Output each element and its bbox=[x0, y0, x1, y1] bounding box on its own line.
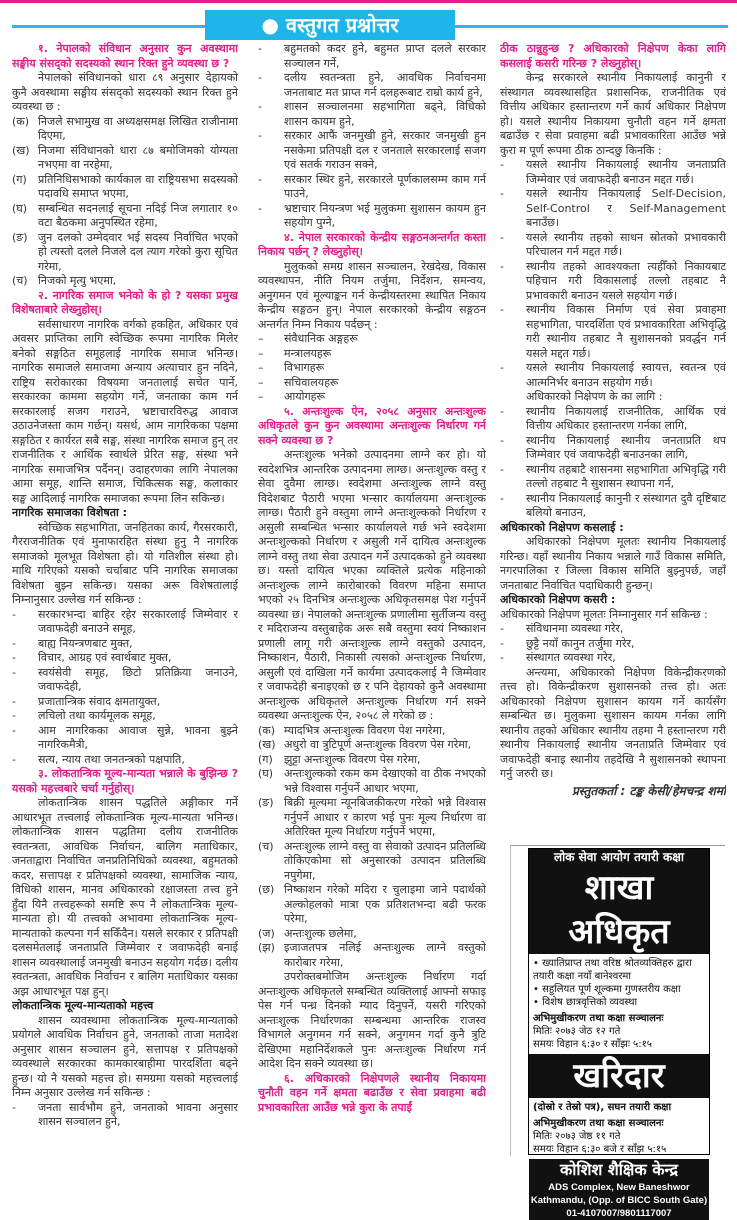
list-marker: - bbox=[500, 259, 504, 273]
question-heading: ६. अधिकारको निक्षेपणले स्थानीय निकायमा चुनौती वहन गर्ने क्षमता बढाउँछ र सेवा प्रवाहमा बढी प्रभावकारिता आउँछ भन्ने कुरा के तपाईं bbox=[258, 1071, 486, 1114]
list-marker: (ग) bbox=[258, 752, 273, 766]
list-item bbox=[12, 651, 238, 666]
list-item-text: स्थानीय तहको आवश्यकता त्यहीँको निकायबाट पहिचान गरी विकासलाई तल्लो तहबाट नै प्रभावकारी बनाउन यसले सहयोग गर्छ। bbox=[526, 259, 726, 302]
header-rule-left bbox=[12, 25, 207, 28]
paragraph: लोकतान्त्रिक शासन पद्धतिले अङ्गीकार गर्ने आधारभूत तत्त्वलाई लोकतान्त्रिक मूल्य-मान्यता भनिन्छ। लोकतान्त्रिक शासन पद्धतिमा दलीय राजनीतिक स्वतन्त्रता, आवधिक निर्वाचन, बालिग मताधिकार, जनताद्वारा निर्वाचित जनप्रतिनिधिको व्यवस्था, बहुमतको कदर, सत्तापक्ष र प्रतिपक्षको व्यवस्था, सामाजिक न्याय, विधिको शासन, मानव अधिकारको रक्षाजस्ता तत्त्व हुने हुँदा यिनै तत्त्वहरूको समष्टि रूप नै लोकतान्त्रिक मूल्य-मान्यता हो। यी तत्त्वको अभावमा लोकतान्त्रिक मूल्य-मान्यताको कल्पना गर्न सकिँदैन। यसले सरकार र प्रतिपक्षी दलसमेतलाई जनताप्रति जिम्मेवार र जवाफदेही बनाई शासन व्यवस्थालाई जनमुखी बनाउन सहयोग गर्दछ। दलीय स्वतन्त्रता, आवधिक निर्वाचन र बालिग मताधिकार यसका अझ आधारभूत पक्ष हुन्। bbox=[12, 796, 238, 998]
list-marker: – bbox=[258, 346, 264, 360]
list-item bbox=[12, 695, 238, 710]
list-marker: (क) bbox=[12, 114, 30, 128]
list-item bbox=[500, 434, 726, 463]
paragraph: अधिकारको निक्षेपण मूलतः निम्नानुसार गर्न सकिन्छ : bbox=[500, 607, 708, 621]
subheading: अधिकारको निक्षेपण कसलाई : bbox=[500, 520, 624, 534]
list-marker: - bbox=[500, 491, 504, 505]
list-item-text: सम्बन्धित सदनलाई सूचना नदिई निज लगातार १० वटा बैठकमा अनुपस्थित रहेमा, bbox=[38, 201, 238, 229]
list-item-text: बिक्री मूल्यमा न्यूनबिजकीकरण गरेको भन्ने विश्वास गर्नुपर्ने आधार र कारण भई पुनः मूल्य निर्धारण वा अतिरिक्त मूल्य निर्धारण गर्नुपर्ने भएमा, bbox=[284, 796, 486, 838]
question-heading: ३. लोकतान्त्रिक मूल्य-मान्यता भन्नाले के बुझिन्छ ? यसको महत्त्वबारे चर्चा गर्नुहोस्। bbox=[12, 767, 238, 795]
list-marker: (ङ) bbox=[12, 230, 28, 244]
paragraph: मुलुकको समग्र शासन सञ्चालन, रेखदेख, विकास व्यवस्थापन, नीति नियम तर्जुमा, निर्देशन, समन्वय, अनुगमन एवं मूल्याङ्कन गर्न केन्द्रीयस्तरमा स्थापित निकाय केन्द्रीय सङ्गठन हुन्। नेपाल सरकारको केन्द्रीय सङ्गठन अन्तर्गत निम्न निकाय पर्दछन् : bbox=[258, 259, 486, 331]
list-marker: - bbox=[258, 42, 262, 55]
list-marker: – bbox=[258, 375, 264, 389]
lettered-list-item bbox=[258, 753, 486, 768]
list-item-text: सत्य, न्याय तथा जनतन्त्रको पक्षपाति, bbox=[38, 752, 185, 766]
list-item bbox=[500, 405, 726, 434]
list-item bbox=[500, 303, 726, 361]
list-item bbox=[500, 361, 726, 390]
list-marker: (घ) bbox=[258, 767, 274, 780]
ad-header: लोक सेवा आयोग तयारी कक्षा bbox=[529, 849, 709, 866]
lettered-list-item bbox=[258, 724, 486, 739]
ad-address: ADS Complex, New Baneshwor bbox=[548, 1182, 690, 1193]
list-item bbox=[258, 332, 486, 347]
list-item-text: प्रजातान्त्रिक संवाद क्षमतायुक्त, bbox=[38, 694, 161, 708]
lettered-list-item bbox=[258, 840, 486, 884]
list-item-text: बहुमतको कदर हुने, बहुमत प्राप्त दलले सरकार सञ्चालन गर्ने, bbox=[284, 42, 486, 70]
list-item bbox=[500, 260, 726, 304]
list-item-text: जनता सार्वभौम हुने, जनताको भावना अनुसार शासन सञ्चालन हुने, bbox=[38, 1100, 238, 1128]
list-item bbox=[258, 376, 486, 391]
ad-phone: 01-4107007/9801117007 bbox=[566, 1208, 672, 1219]
lettered-list-item bbox=[12, 115, 238, 144]
list-marker: - bbox=[500, 404, 504, 418]
list-marker: - bbox=[500, 433, 504, 447]
list-item-text: दलीय स्वतन्त्रता हुने, आवधिक निर्वाचनमा जनताबाट मत प्राप्त गर्न दलहरूबाट राम्रो कार्य हुने, bbox=[284, 71, 486, 99]
list-item-text: अन्तःशुल्क छलेमा, bbox=[284, 926, 357, 940]
list-item-text: निजमा संविधानको धारा ८७ बमोजिमको योग्यता नभएमा वा नरहेमा, bbox=[38, 143, 238, 171]
list-item-text: यसले स्थानीय निकायलाई Self-Decision, Self-Control र Self-Management बनाउँछ। bbox=[526, 187, 726, 229]
list-item-text: भ्रष्टाचार नियन्त्रण भई मुलुकमा सुशासन कायम हुन सहयोग पुग्ने, bbox=[284, 201, 486, 229]
subheading: अधिकारको निक्षेपण कसरी : bbox=[500, 593, 616, 606]
ad-time: समयः विहान ६:३० र साँझः ५:१५ bbox=[533, 1039, 653, 1050]
list-item bbox=[500, 637, 726, 652]
list-item-text: स्थानीय निकायलाई कानुनी र संस्थागत दुवै दृष्टिबाट बलियो बनाउन, bbox=[526, 491, 726, 519]
list-marker: - bbox=[12, 651, 16, 664]
ad-bullet: • विशेष छात्रवृत्तिको व्यवस्था bbox=[533, 997, 638, 1008]
list-item bbox=[500, 463, 726, 492]
list-marker: (छ) bbox=[258, 883, 275, 896]
list-marker: (ङ) bbox=[258, 796, 274, 809]
lettered-list-item bbox=[258, 738, 486, 753]
ad-bullet: • ख्यातिप्राप्त तथा वरिष्ठ श्रोतव्यक्तिहरु द्वारा तयारी कक्षा नयाँ बानेश्वरमा bbox=[533, 958, 692, 982]
ad-org-name: कोशिश शैक्षिक केन्द्र bbox=[560, 1160, 678, 1179]
list-item-text: अन्तःशुल्कको रकम कम देखाएको वा ठीक नभएको भन्ने विश्वास गर्नुपर्ने आधार भएमा, bbox=[284, 767, 486, 795]
list-item-text: आम नागरिकका आवाज सुन्ने, भावना बुझ्ने नागरिकमैत्री, bbox=[38, 723, 238, 751]
lettered-list-item bbox=[12, 173, 238, 202]
list-item bbox=[500, 651, 726, 666]
list-item-text: संस्थागत व्यवस्था गरेर, bbox=[526, 651, 616, 664]
list-item-text: विचार, आग्रह एवं स्वार्थबाट मुक्त, bbox=[38, 651, 172, 664]
list-item-text: स्थानीय तहबाटै शासनमा सहभागिता अभिवृद्धि गरी तल्लो तहबाट नै सुशासन स्थापना गर्न, bbox=[526, 462, 726, 490]
list-item bbox=[500, 492, 726, 521]
question-heading: ठीक ठान्नुहुन्छ ? अधिकारको निक्षेपण केका लागि कसलाई कसरी गरिन्छ ? लेख्नुहोस्। bbox=[500, 42, 726, 70]
lettered-list-item bbox=[258, 767, 486, 796]
subheading: नागरिक समाजका विशेषता : bbox=[12, 506, 128, 519]
list-item-text: जुन दलको उम्मेदवार भई सदस्य निर्वाचित भएको हो त्यस्तो दलले निजले दल त्याग गरेको कुरा सूचित गरेमा, bbox=[38, 230, 238, 273]
list-marker: (ख) bbox=[12, 143, 30, 157]
list-item bbox=[258, 129, 486, 173]
subheading: लोकतान्त्रिक मूल्य-मान्यताको महत्त्व bbox=[12, 999, 154, 1012]
header-rule-right bbox=[453, 25, 728, 28]
ad-course-kharidar: खरिदार bbox=[529, 1054, 709, 1098]
list-item bbox=[258, 173, 486, 202]
list-marker: - bbox=[500, 303, 504, 316]
list-item bbox=[258, 347, 486, 362]
list-item-text: शासन सञ्चालनमा सहभागिता बढ्ने, विधिको शासन कायम हुने, bbox=[284, 100, 486, 128]
list-item bbox=[12, 1101, 238, 1130]
ad-note: (दोस्रो र तेस्रो पत्र), सघन तयारी कक्षा bbox=[533, 1102, 672, 1113]
list-item bbox=[258, 71, 486, 100]
list-marker: (झ) bbox=[258, 941, 275, 954]
list-marker: (ज) bbox=[258, 926, 275, 940]
list-item bbox=[12, 608, 238, 637]
list-marker: – bbox=[258, 361, 264, 374]
lettered-list-item bbox=[258, 927, 486, 942]
list-item-text: अधिकारको निक्षेपण के का लागि : bbox=[526, 390, 663, 403]
list-marker: - bbox=[12, 752, 16, 766]
paragraph: केन्द्र सरकारले स्थानीय निकायलाई कानुनी र संस्थागत व्यवस्थासहित प्रशासनिक, राजनीतिक एवं वित्तीय अधिकार हस्तान्तरण गर्ने कार्य अधिकार निक्षेपण हो। यसले स्थानीय निकायमा चुनौती वहन गर्ने क्षमता बढाउँछ र सेवा प्रवाहमा बढी प्रभावकारिता आउँछ भन्ने कुरा म पूर्ण रूपमा ठीक ठान्दछु किनकि : bbox=[500, 71, 726, 157]
column-3 bbox=[500, 42, 726, 842]
list-marker: - bbox=[258, 172, 262, 186]
paragraph: अन्त्यमा, अधिकारको निक्षेपण विकेन्द्रीकरणको तत्त्व हो। विकेन्द्रीकरण सुशासनको तत्त्व हो। अतः अधिकारको निक्षेपण सुशासन कायम गर्ने कार्यसँग सम्बन्धित छ। मुलुकमा सुशासन कायम गर्नका लागि स्थानीय तहको अधिकार स्थानीय तहमा नै हस्तान्तरण गरी स्थानीय निकायलाई स्थानीय जनताप्रति जिम्मेवार एवं जवाफदेही बनाइ स्थानीय तहदेखि नै सुशासनको स्थापना गर्नु जरुरी छ। bbox=[500, 665, 726, 780]
list-item bbox=[500, 158, 726, 187]
list-item-text: संविधानमा व्यवस्था गरेर, bbox=[526, 622, 624, 635]
ad-orientation: अभिमुखीकरण तथा कक्षा सञ्चालनः bbox=[533, 1013, 664, 1024]
list-item-text: स्थानीय निकायलाई स्थानीय जनताप्रति थप जिम्मेवार एवं जवाफदेही बनाउनका लागि, bbox=[526, 433, 726, 461]
list-marker: - bbox=[500, 230, 504, 244]
list-item-text: सरकार आफैं जनमुखी हुने, सरकार जनमुखी हुन नसकेमा प्रतिपक्षी दल र जनताले सरकारलाई सजग एवं सतर्क गराउन सक्ने, bbox=[284, 129, 486, 171]
list-marker: (ख) bbox=[258, 738, 276, 751]
list-item-text: स्वयंसेवी समूह, छिटो प्रतिक्रिया जनाउने, जवाफदेही, bbox=[38, 665, 238, 693]
list-item-text: निष्काशन गरेको मदिरा र चुलाइमा जाने पदार्थको अल्कोहलको मात्रा एक प्रतिशतभन्दा बढी फरक परेमा, bbox=[284, 883, 486, 925]
ad-time: समयः विहान ६:३० बजे र साँझ ५:१५ bbox=[533, 1144, 667, 1155]
list-marker: - bbox=[12, 709, 16, 722]
list-item bbox=[258, 390, 486, 405]
list-marker: (क) bbox=[258, 723, 276, 737]
list-item-text: विभागहरू bbox=[284, 361, 325, 374]
paragraph: शासन व्यवस्थामा लोकतान्त्रिक मूल्य-मान्यताको प्रयोगले आवधिक निर्वाचन हुने, जनताको ताजा मतादेश अनुसार शासन सञ्चालन हुने, सत्तापक्ष र प्रतिपक्षको व्यवस्थाले सरकारका कामकारबाहीमा पारदर्शिता बढ्ने हुन्छ। यो नै यसको महत्त्व हो। समग्रमा यसको महत्त्वलाई निम्न अनुसार उल्लेख गर्न सकिन्छ : bbox=[12, 1013, 238, 1099]
list-item-text: अन्तःशुल्क लाग्ने वस्तु वा सेवाको उत्पादन प्रतिलब्धि तोकिएकोमा सो अनुसारको उत्पादन प्रतिलब्धि नपुगेमा, bbox=[284, 839, 486, 882]
ad-details-1 bbox=[529, 954, 709, 1054]
section-title: ● वस्तुगत प्रश्नोत्तर bbox=[205, 10, 455, 40]
list-marker: – bbox=[258, 332, 264, 345]
list-marker: (च) bbox=[12, 274, 28, 287]
list-marker: - bbox=[500, 187, 504, 200]
list-marker: - bbox=[12, 694, 16, 708]
top-accent-line bbox=[0, 0, 737, 3]
list-marker: - bbox=[500, 462, 504, 476]
list-marker: - bbox=[12, 665, 16, 679]
list-marker bbox=[500, 390, 526, 405]
list-marker: - bbox=[258, 100, 262, 113]
list-item bbox=[12, 724, 238, 753]
list-marker: - bbox=[500, 158, 504, 171]
ad-bullet: • सहुलियत पूर्ण शूल्कमा गुणस्तरीय कक्षा bbox=[533, 984, 681, 995]
list-item-text: प्रतिनिधिसभाको कार्यकाल वा राष्ट्रियसभा सदस्यको पदावधि समाप्त भएमा, bbox=[38, 172, 238, 200]
list-item-text: बाह्य नियन्त्रणबाट मुक्त, bbox=[38, 636, 133, 650]
list-marker: - bbox=[258, 129, 262, 142]
advertisement bbox=[528, 848, 710, 1219]
question-heading: २. नागरिक समाज भनेको के हो ? यसका प्रमुख विशेषताबारे लेख्नुहोस्। bbox=[12, 288, 238, 316]
list-item-text: सरकार स्थिर हुने, सरकारले पूर्णकालसम्म काम गर्न पाउने, bbox=[284, 172, 486, 200]
list-item-text: म्यादभित्र अन्तःशुल्क विवरण पेश नगरेमा, bbox=[284, 723, 446, 737]
list-item-text: संवैधानिक अङ्गहरू bbox=[284, 332, 358, 345]
list-marker: - bbox=[258, 71, 262, 84]
ad-address: Kathmandu, (Opp. of BICC South Gate) bbox=[530, 1195, 708, 1206]
lettered-list-item bbox=[258, 796, 486, 840]
list-item bbox=[12, 709, 238, 724]
list-item-text: लचिलो तथा कार्यमूलक समूह, bbox=[38, 709, 156, 722]
list-item-text: झुट्टा अन्तःशुल्क विवरण पेस गरेमा, bbox=[284, 752, 421, 766]
list-item-text: निजले सभामुख वा अध्यक्षसमक्ष लिखित राजीनामा दिएमा, bbox=[38, 114, 238, 142]
list-item-text: अधुरो वा त्रुटिपूर्ण अन्तःशुल्क विवरण पेस गरेमा, bbox=[284, 738, 472, 751]
list-marker: – bbox=[258, 390, 264, 403]
paragraph: सर्वसाधारण नागरिक वर्गको हकहित, अधिकार एवं अवसर प्राप्तिका लागि स्वेच्छिक रूपमा नागरिक मिलेर बनेको सङ्गठित समूहलाई नागरिक समाज भनिन्छ। नागरिक समाजले समाजमा अन्याय अत्याचार हुन नदिने, राष्ट्रिय सरोकारका विषयमा जनतालाई सचेत पार्ने, सरकारका काममा सहयोग गर्ने, जनताका काम गर्न सरकारलाई सजग गराउने, भ्रष्टाचारविरुद्ध आवाज उठाउनेजस्ता काम गर्छन्। यसर्थ, आम नागरिकका पक्षमा सङ्गठित र कार्यरत सबै सङ्घ, संस्था नागरिक समाज हुन् तर राजनीतिक र आर्थिक स्वार्थले प्रेरित सङ्घ, संस्था भने नागरिक समाजभित्र पर्दैनन्। उदाहरणका लागि नेपालका आमा समूह, शान्ति समाज, चिकित्सक सङ्घ, कलाकार सङ्घ आदिलाई नागरिक समाजका रूपमा लिन सकिन्छ। bbox=[12, 317, 238, 505]
column-2 bbox=[258, 42, 486, 1157]
list-item-text: निजको मृत्यु भएमा, bbox=[38, 274, 117, 287]
list-marker: - bbox=[500, 651, 504, 664]
list-marker: - bbox=[12, 607, 16, 621]
list-item bbox=[500, 231, 726, 260]
list-marker: - bbox=[12, 1100, 16, 1114]
author-credit: प्रस्तुतकर्ता : टङ्क केसी/हेमचन्द्र शर्मा bbox=[571, 783, 726, 798]
list-marker: - bbox=[12, 636, 16, 650]
list-item-text: सचिवालयहरू bbox=[284, 375, 339, 389]
list-item bbox=[12, 753, 238, 768]
ad-orientation: अभिमुखीकरण तथा कक्षा सञ्चालनः bbox=[533, 1118, 664, 1129]
ad-date: मितिः २०७३ जेठ १२ गते bbox=[533, 1026, 621, 1037]
list-marker: - bbox=[12, 723, 16, 737]
ad-date: मितिः २०७३ जेष्ठ ११ गते bbox=[533, 1131, 621, 1142]
list-item-text: यसले स्थानीय निकायलाई स्थानीय जनताप्रति जिम्मेवार एवं जवाफदेही बनाउन मद्दत गर्छ। bbox=[526, 158, 726, 186]
paragraph: अन्तःशुल्क भनेको उत्पादनमा लाग्ने कर हो। यो स्वदेशभित्र आन्तरिक उत्पादनमा लाग्छ। अन्तःशुल्क वस्तु र सेवा दुवैमा लाग्छ। स्वदेशमा अन्तःशुल्क लाग्ने वस्तु विदेशबाट पैठारी भएमा भन्सार कार्यालयमा अन्तःशुल्क लाग्छ। पैठारी हुने वस्तुमा लाग्ने अन्तःशुल्कको निर्धारण र असुली सम्बन्धित भन्सार कार्यालयले गर्छ भने स्वदेशमा अन्तःशुल्कको निर्धारण र असुली गर्ने दायित्व अन्तःशुल्क लाग्ने वस्तु तथा सेवा उत्पादन गर्ने उत्पादकको हुने व्यवस्था छ। यस्तो दायित्व भएका व्यक्तिले प्रत्येक महिनाको अन्तःशुल्क लाग्ने कारोबारको विवरण महिना समाप्त भएको २५ दिनभित्र अन्तःशुल्क अधिकृतसमक्ष पेश गर्नुपर्ने व्यवस्था छ। नेपालको अन्तःशुल्क प्रणालीमा सुर्तीजन्य वस्तु र मदिराजन्य वस्तुबाहेक अरू सबै वस्तुमा स्वयं निष्काशन प्रणाली लागू गरी अन्तःशुल्क लाग्ने वस्तुको उत्पादन, निष्काशन, पैठारी, निकासी त्यसको अन्तःशुल्क निर्धारण, असुली एवं दाखिला गर्ने कार्यमा उत्पादकलाई नै जिम्मेवार र जवाफदेही बनाइएको छ र पनि देहायको कुनै अवस्थामा अन्तःशुल्क अधिकृतले अन्तःशुल्क निर्धारण गर्न सक्ने व्यवस्था अन्तःशुल्क ऐन, २०५८ ले गरेको छ : bbox=[258, 448, 486, 722]
list-item bbox=[258, 202, 486, 231]
list-item bbox=[12, 637, 238, 652]
paragraph: उपरोक्तबमोजिम अन्तःशुल्क निर्धारण गर्दा अन्तःशुल्क अधिकृतले सम्बन्धित व्यक्तिलाई आफ्नो सफाइ पेस गर्न पन्ध्र दिनको म्याद दिनुपर्ने, यसरी गरिएको अन्तःशुल्क निर्धारणका सम्बन्धमा आन्तरिक राजस्व विभागले अनुगमन गर्न सक्ने, अनुगमन गर्दा कुनै त्रुटि देखिएमा महानिर्देशकले पुनः अन्तःशुल्क निर्धारण गर्न आदेश दिन सक्ने व्यवस्था छ। bbox=[258, 970, 486, 1070]
list-item bbox=[258, 42, 486, 71]
paragraph: स्वेच्छिक सहभागिता, जनहितका कार्य, गैरसरकारी, गैरराजनीतिक एवं मुनाफारहित संस्था हुनु नै नागरिक समाजको मूलभूत विशेषता हो। यो गतिशील संस्था हो। माथि गरिएको यसको चर्चाबाट पनि नागरिक समाजका विशेषता बुझ्न सकिन्छ। यसका अरू विशेषतालाई निम्नानुसार उल्लेख गर्न सकिन्छ : bbox=[12, 520, 238, 606]
list-item bbox=[12, 666, 238, 695]
question-heading: ५. अन्तःशुल्क ऐन, २०५८ अनुसार अन्तःशुल्क अधिकृतले कुन कुन अवस्थामा अन्तःशुल्क निर्धारण गर्न सक्ने व्यवस्था छ ? bbox=[258, 404, 486, 447]
list-item bbox=[258, 361, 486, 376]
lettered-list-item bbox=[258, 883, 486, 927]
list-item bbox=[258, 100, 486, 129]
list-item bbox=[500, 622, 726, 637]
lettered-list-item bbox=[12, 231, 238, 275]
list-item-text: सरकारभन्दा बाहिर रहेर सरकारलाई जिम्मेवार र जवाफदेही बनाउने समूह, bbox=[38, 607, 238, 635]
list-marker: (घ) bbox=[12, 201, 28, 215]
lettered-list-item bbox=[12, 202, 238, 231]
list-item-text: आयोगहरू bbox=[284, 390, 326, 403]
paragraph: नेपालको संविधानको धारा ८९ अनुसार देहायको कुनै अवस्थामा सङ्घीय संसद्को सदस्यको स्थान रिक्त हुने व्यवस्था छ : bbox=[12, 71, 238, 113]
column-1 bbox=[12, 42, 238, 1157]
ad-details-2 bbox=[529, 1098, 709, 1159]
list-item bbox=[500, 390, 726, 405]
list-marker: - bbox=[500, 622, 504, 635]
list-item-text: मन्त्रालयहरू bbox=[284, 346, 332, 360]
list-item-text: छुट्टै नयाँ कानुन तर्जुमा गरेर, bbox=[526, 636, 635, 650]
list-item bbox=[500, 187, 726, 231]
list-item-text: यसले स्थानीय तहको साधन स्रोतको प्रभावकारी परिचालन गर्न मद्दत गर्छ। bbox=[526, 230, 726, 258]
lettered-list-item bbox=[258, 941, 486, 970]
list-item-text: इजाजतपत्र नलिई अन्तःशुल्क लाग्ने वस्तुको कारोबार गरेमा, bbox=[284, 941, 486, 969]
ad-course-section-officer: शाखा अधिकृत bbox=[529, 866, 709, 954]
paragraph: अधिकारको निक्षेपण मूलतः स्थानीय निकायलाई गरिन्छ। यहाँ स्थानीय निकाय भन्नाले गाउँ विकास समिति, नगरपालिका र जिल्ला विकास समिति बुझ्नुपर्छ, जहाँ जनताबाट निर्वाचित पदाधिकारी हुन्छन्। bbox=[500, 535, 726, 592]
list-marker: (च) bbox=[258, 839, 274, 853]
list-item-text: स्थानीय विकास निर्माण एवं सेवा प्रवाहमा सहभागिता, पारदर्शिता एवं प्रभावकारिता अभिवृद्धि गरी स्थानीय तहबाट नै सुशासनको प्रवर्द्धन गर्न यसले मद्दत गर्छ। bbox=[526, 303, 726, 360]
ad-footer bbox=[529, 1159, 709, 1220]
list-item-text: यसले स्थानीय निकायलाई स्वायत्त, स्वतन्त्र एवं आत्मनिर्भर बनाउन सहयोग गर्छ। bbox=[526, 361, 726, 389]
lettered-list-item bbox=[12, 274, 238, 289]
question-heading: ४. नेपाल सरकारको केन्द्रीय सङ्गठनअन्तर्गत कस्ता निकाय पर्छन् ? लेख्नुहोस्। bbox=[258, 230, 486, 258]
list-item-text: स्थानीय निकायलाई राजनीतिक, आर्थिक एवं वित्तीय अधिकार हस्तान्तरण गर्नका लागि, bbox=[526, 404, 726, 432]
list-marker: - bbox=[500, 361, 504, 374]
list-marker: - bbox=[500, 636, 504, 650]
list-marker: - bbox=[258, 201, 262, 215]
list-marker: (ग) bbox=[12, 172, 27, 186]
lettered-list-item bbox=[12, 144, 238, 173]
question-heading: १. नेपालको संविधान अनुसार कुन अवस्थामा सङ्घीय संसद्को सदस्यको स्थान रिक्त हुने व्यवस्था छ ? bbox=[12, 42, 238, 70]
